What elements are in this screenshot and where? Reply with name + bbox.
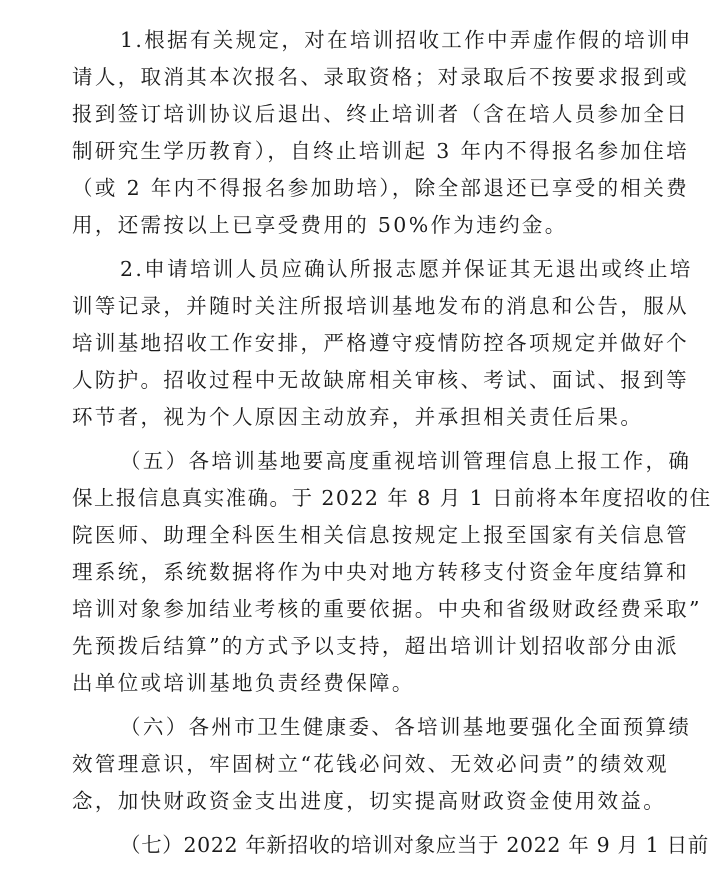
text-line: （或 2 年内不得报名参加助培），除全部退还已享受的相关费	[72, 176, 689, 200]
text-line: 效管理意识，牢固树立“花钱必问效、无效必问责”的绩效观	[72, 752, 669, 776]
text-line: 培训基地招收工作安排，严格遵守疫情防控各项规定并做好个	[72, 331, 689, 355]
text-line: 环节者，视为个人原因主动放弃，并承担相关责任后果。	[72, 405, 644, 429]
text-line: 制研究生学历教育），自终止培训起 3 年内不得报名参加住培	[72, 139, 689, 163]
text-line: 用，还需按以上已享受费用的 50%作为违约金。	[72, 213, 568, 237]
text-line: （五）各培训基地要高度重视培训管理信息上报工作，确	[120, 449, 692, 473]
text-line: 出单位或培训基地负责经费保障。	[72, 671, 415, 695]
text-line: 人防护。招收过程中无故缺席相关审核、考试、面试、报到等	[72, 368, 689, 392]
text-line: 保上报信息真实准确。于 2022 年 8 月 1 日前将本年度招收的住	[72, 486, 712, 510]
text-line: 报到签订培训协议后退出、终止培训者（含在培人员参加全日	[72, 102, 689, 126]
text-line: 院医师、助理全科医生相关信息按规定上报至国家有关信息管	[72, 523, 689, 547]
text-line: （六）各州市卫生健康委、各培训基地要强化全面预算绩	[120, 715, 692, 739]
text-line: 请人，取消其本次报名、录取资格；对录取后不按要求报到或	[72, 65, 689, 89]
text-line: 理系统，系统数据将作为中央对地方转移支付资金年度结算和	[72, 560, 689, 584]
text-line: 2.申请培训人员应确认所报志愿并保证其无退出或终止培	[120, 257, 693, 281]
text-line: （七）2022 年新招收的培训对象应当于 2022 年 9 月 1 日前	[120, 833, 709, 857]
text-line: 先预拨后结算”的方式予以支持，超出培训计划招收部分由派	[72, 634, 679, 658]
text-line: 1.根据有关规定，对在培训招收工作中弄虚作假的培训申	[120, 28, 693, 52]
text-line: 训等记录，并随时关注所报培训基地发布的消息和公告，服从	[72, 294, 689, 318]
text-line: 培训对象参加结业考核的重要依据。中央和省级财政经费采取”	[72, 597, 702, 621]
text-line: 念，加快财政资金支出进度，切实提高财政资金使用效益。	[72, 789, 667, 813]
